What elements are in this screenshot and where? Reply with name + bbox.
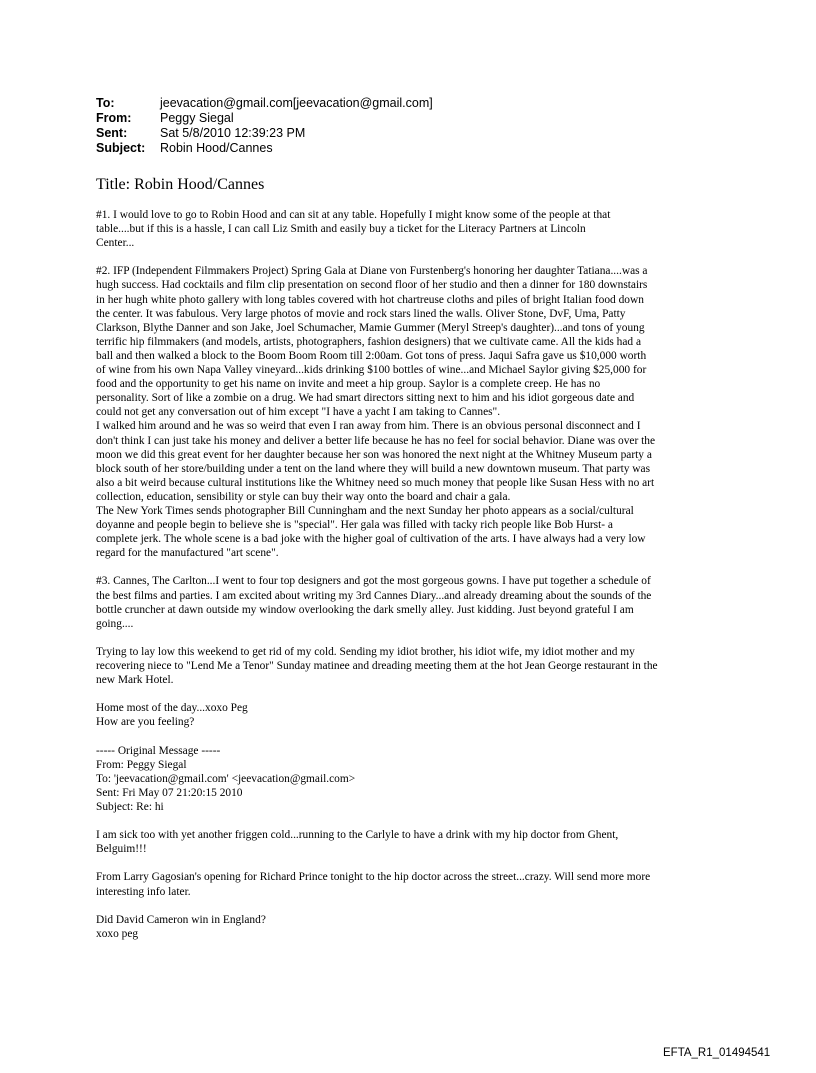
body-line: personality. Sort of like a zombie on a drug. We had smart directors sitting next to him and his idiot gorgeous date and [96, 392, 635, 405]
body-line: could not get any conversation out of him except "I have a yacht I am taking to Cannes". [96, 406, 501, 419]
body-line: Center... [96, 237, 135, 250]
body-line: Clarkson, Blythe Danner and son Jake, Joel Schumacher, Mamie Gummer (Meryl Streep's daughter)...and tons of young [96, 321, 645, 334]
body-paragraph [96, 744, 726, 814]
body-line: Belguim!!! [96, 843, 147, 856]
body-line: Did David Cameron win in England? [96, 913, 266, 926]
document-id-footer: EFTA_R1_01494541 [663, 1047, 771, 1059]
body-line: of wine from his own Napa Valley vineyard...kids drinking $100 bottles of wine...and Michael Saylor giving $25,000 for [96, 364, 647, 377]
subject-row [96, 141, 433, 156]
body-line: complete jerk. The whole scene is a bad joke with the higher goal of cultivation of the arts. I have always had a very low [96, 533, 646, 546]
body-line: hugh success. Had cocktails and film clip presentation on second floor of her studio and then a dinner for 180 downstairs [96, 279, 648, 292]
body-line: doyanne and people begin to believe she is "special". Her gala was filled with tacky rich people like Bob Hurst- a [96, 519, 613, 532]
from-row [96, 111, 433, 126]
subject-label: Subject: [96, 141, 146, 155]
email-body [96, 208, 726, 955]
body-line: block south of her store/building under a tent on the land where they will build a new downtown museum. That party was [96, 462, 651, 475]
body-line: bottle cruncher at dawn outside my window overlooking the dark smelly alley. Just kidding. Just beyond grateful I am [96, 603, 634, 616]
body-line: From: Peggy Siegal [96, 758, 187, 771]
body-line: going.... [96, 617, 134, 630]
body-paragraph [96, 264, 726, 560]
body-paragraph [96, 913, 726, 941]
body-paragraph [96, 870, 726, 898]
from-label: From: [96, 111, 132, 125]
to-value: jeevacation@gmail.com[jeevacation@gmail.com] [160, 96, 433, 110]
body-line: To: 'jeevacation@gmail.com' <jeevacation@gmail.com> [96, 772, 356, 785]
to-row [96, 96, 433, 111]
body-line: From Larry Gagosian's opening for Richard Prince tonight to the hip doctor across the street...crazy. Will send more more [96, 871, 651, 884]
body-line: recovering niece to "Lend Me a Tenor" Sunday matinee and dreading meeting them at the hot Jean George restaurant in the [96, 660, 658, 672]
document-title: Title: Robin Hood/Cannes [96, 176, 265, 193]
body-line: the best films and parties. I am excited about writing my 3rd Cannes Diary...and already dreaming about the sounds of the [96, 589, 652, 602]
sent-row [96, 126, 433, 141]
body-line: new Mark Hotel. [96, 674, 174, 687]
body-line: moon we did this great event for her daughter because her son was honored the next night at the Whitney Museum party a [96, 448, 652, 461]
body-line: #2. IFP (Independent Filmmakers Project) Spring Gala at Diane von Furstenberg's honoring her daughter Tatiana....was a [96, 265, 648, 278]
to-label: To: [96, 96, 115, 110]
from-value: Peggy Siegal [160, 111, 234, 125]
body-line: ball and then walked a block to the Boom Boom Room till 2:00am. Got tons of press. Jaqui Safra gave us $10,000 worth [96, 349, 647, 362]
body-line: #3. Cannes, The Carlton...I went to four top designers and got the most gorgeous gowns. I have put together a schedule of [96, 575, 651, 588]
body-paragraph [96, 208, 726, 250]
body-line: How are you feeling? [96, 716, 195, 729]
sent-label: Sent: [96, 126, 128, 140]
body-line: food and the opportunity to get his name on invite and meet a hip group. Saylor is a complete creep. He has no [96, 378, 601, 391]
body-line: Home most of the day...xoxo Peg [96, 702, 248, 715]
body-line: I am sick too with yet another friggen cold...running to the Carlyle to have a drink with my hip doctor from Ghent, [96, 829, 619, 842]
body-line: The New York Times sends photographer Bill Cunningham and the next Sunday her photo appears as a social/cultural [96, 504, 634, 517]
body-line: I walked him around and he was so weird that even I ran away from him. There is an obvious personal disconnect and I [96, 420, 641, 433]
body-line: regard for the manufactured "art scene". [96, 547, 279, 560]
body-line: Subject: Re: hi [96, 800, 164, 813]
body-line: in her hugh white photo gallery with long tables covered with hot chartreuse cloths and piles of bright Italian food down [96, 293, 644, 306]
sent-value: Sat 5/8/2010 12:39:23 PM [160, 126, 306, 140]
body-line: collection, education, sensibility or style can buy their way onto the board and chair a gala. [96, 490, 511, 503]
body-paragraph [96, 828, 726, 856]
body-line: table....but if this is a hassle, I can call Liz Smith and easily buy a ticket for the Literacy Partners at Lincoln [96, 223, 586, 236]
body-line: terrific hip filmmakers (and models, artists, photographers, fashion designers) that we cultivate came. All the kids had a [96, 335, 642, 348]
body-line: the center. It was fabulous. Very large photos of movie and rock stars lined the walls. Oliver Stone, DvF, Uma, Patty [96, 307, 626, 320]
email-header [96, 96, 433, 156]
body-paragraph [96, 701, 726, 729]
body-line: don't think I can just take his money and deliver a better life because he has no feel for social behavior. Diane was over the [96, 434, 656, 447]
body-line: Trying to lay low this weekend to get rid of my cold. Sending my idiot brother, his idiot wife, my idiot mother and my [96, 645, 635, 658]
body-line: Sent: Fri May 07 21:20:15 2010 [96, 786, 243, 799]
body-line: ----- Original Message ----- [96, 744, 221, 757]
body-line: also a bit weird because cultural institutions like the Whitney need so much money that people like Susan Hess with no art [96, 476, 655, 489]
body-line: interesting info later. [96, 885, 191, 898]
body-line: xoxo peg [96, 927, 139, 940]
subject-value: Robin Hood/Cannes [160, 141, 273, 155]
body-line: #1. I would love to go to Robin Hood and can sit at any table. Hopefully I might know some of the people at that [96, 209, 611, 221]
body-paragraph [96, 645, 726, 687]
body-paragraph [96, 574, 726, 630]
